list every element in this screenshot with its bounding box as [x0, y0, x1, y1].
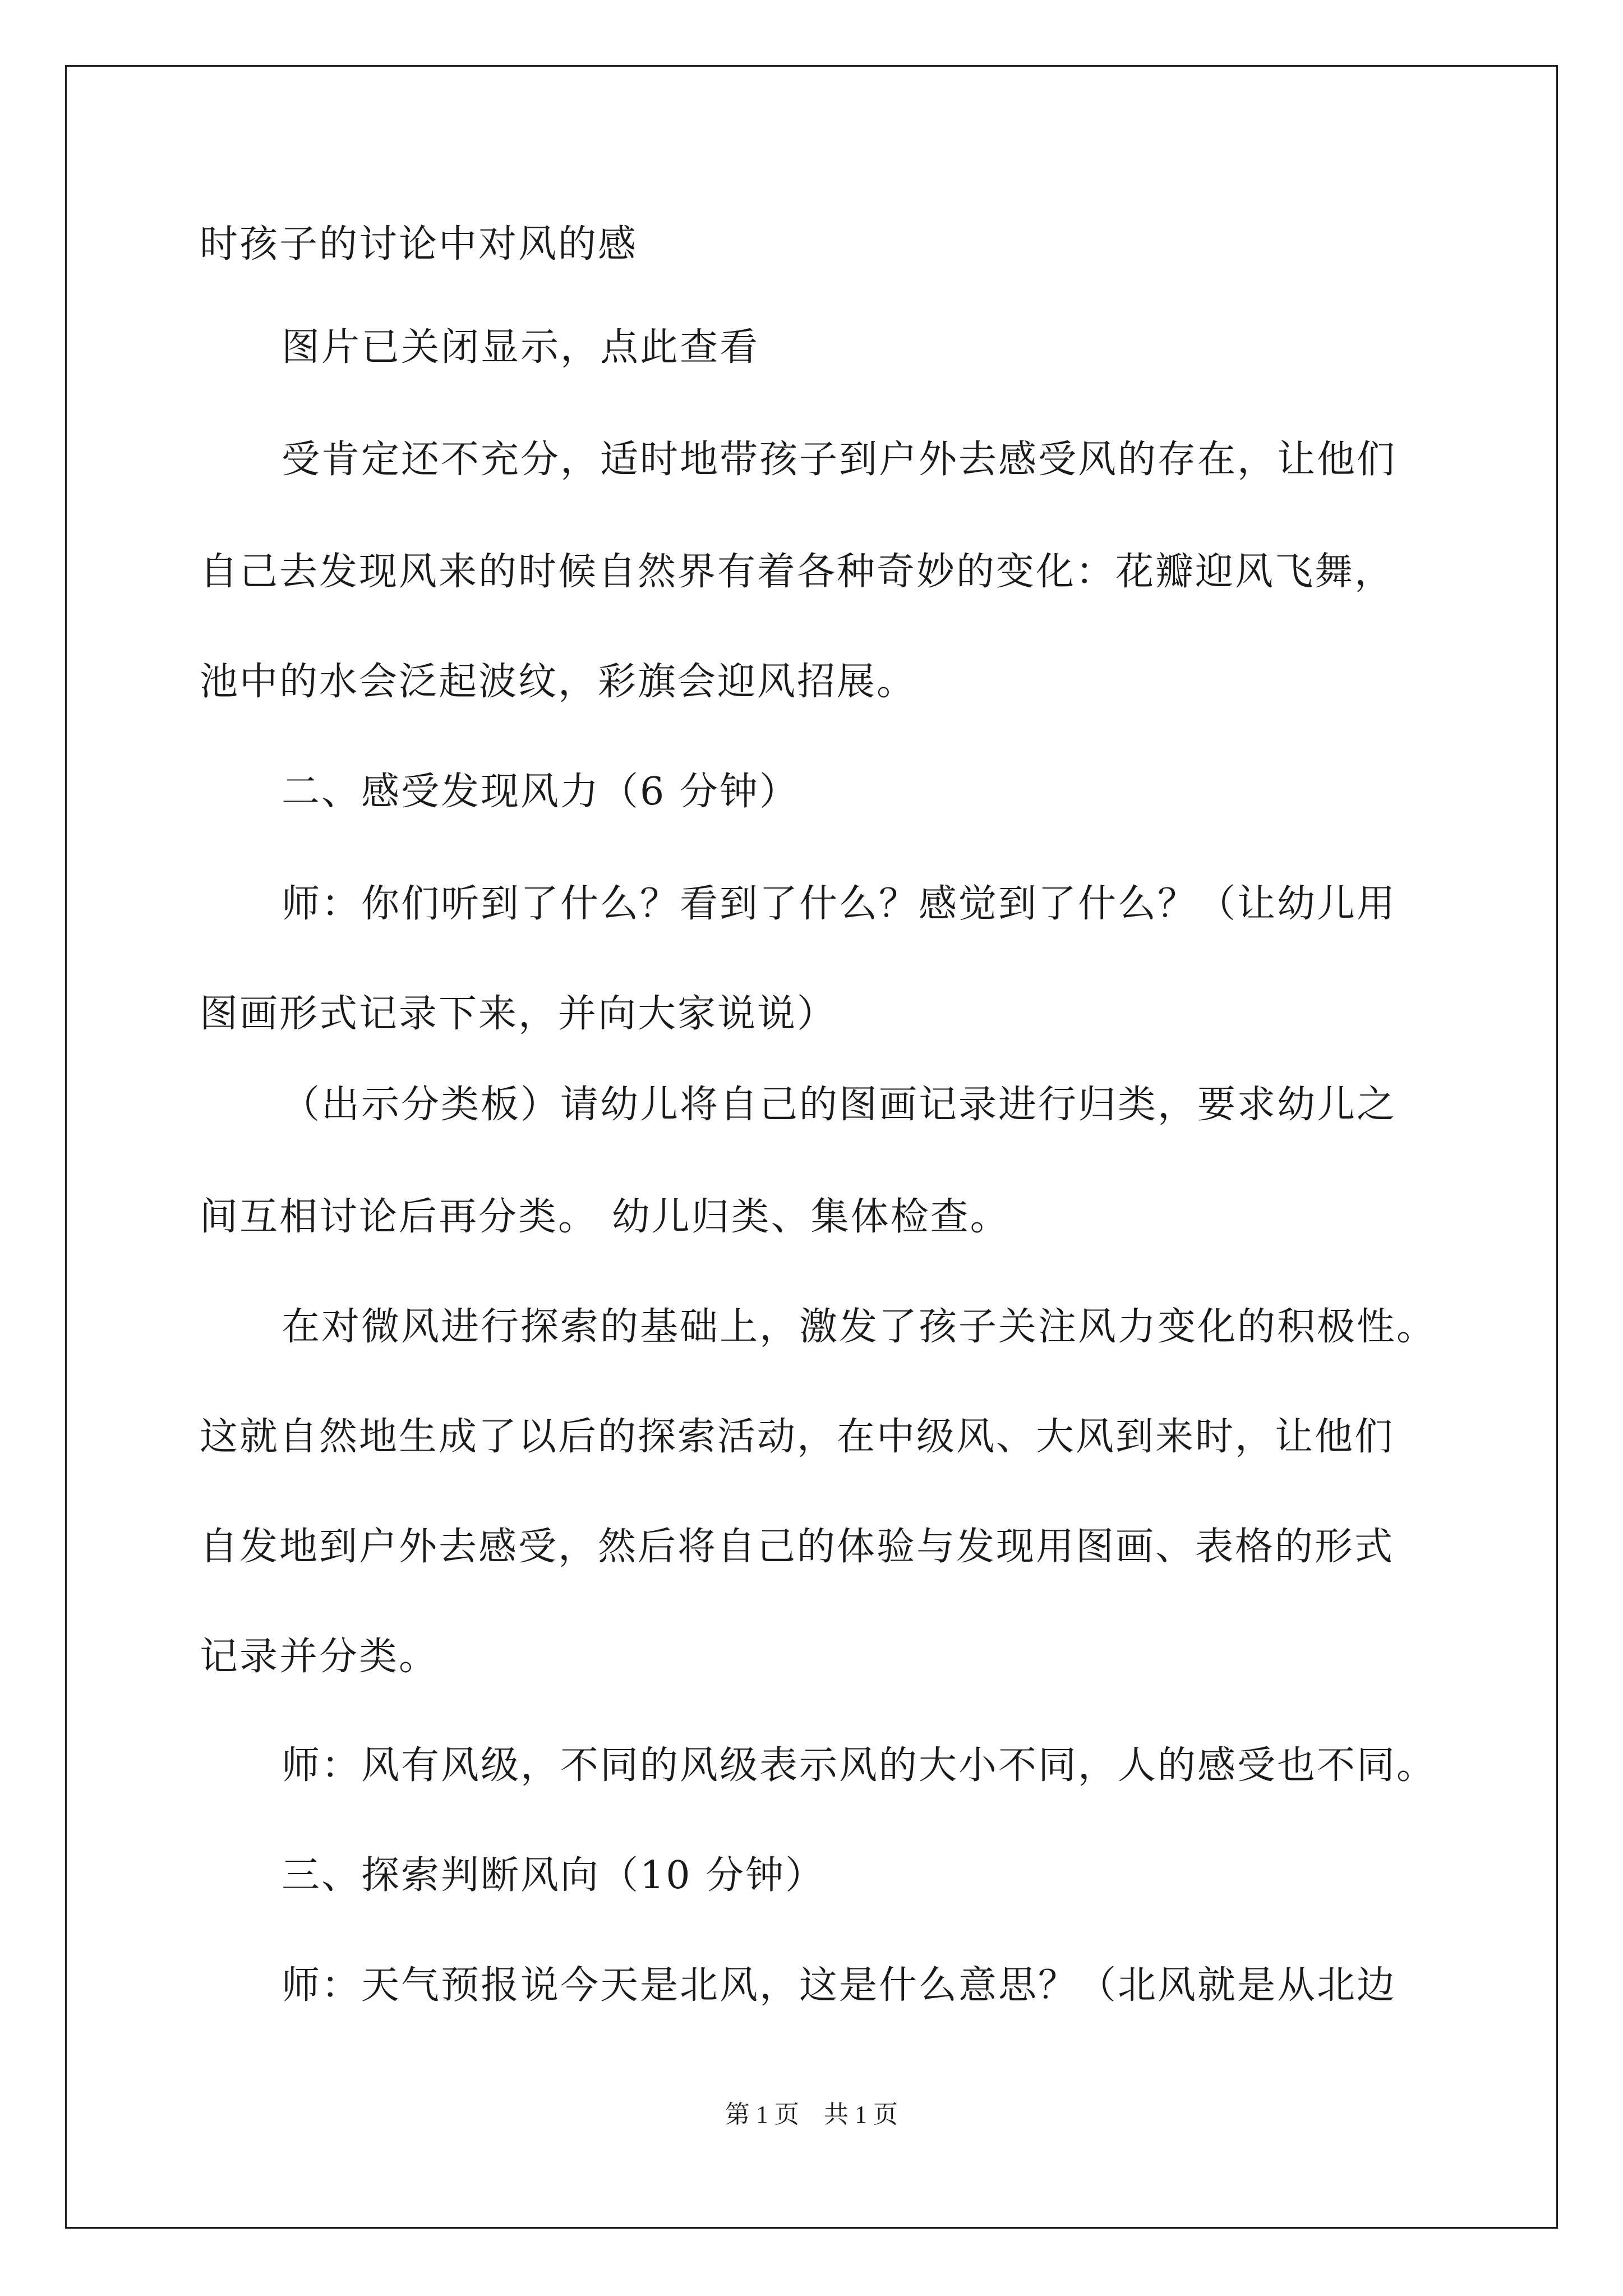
- section-heading: 二、感受发现风力（6 分钟）: [282, 770, 799, 814]
- page-border: [65, 65, 1558, 2229]
- paragraph-line: 这就自然地生成了以后的探索活动，在中级风、大风到来时，让他们: [200, 1415, 1395, 1459]
- paragraph-line: 师：风有风级，不同的风级表示风的大小不同，人的感受也不同。: [282, 1743, 1437, 1788]
- paragraph-line: 间互相讨论后再分类。 幼儿归类、集体检查。: [200, 1195, 1010, 1239]
- paragraph-line: 自发地到户外去感受，然后将自己的体验与发现用图画、表格的形式: [200, 1525, 1395, 1569]
- paragraph-line: （出示分类板）请幼儿将自己的图画记录进行归类，要求幼儿之: [282, 1083, 1397, 1127]
- paragraph-line: 图画形式记录下来，并向大家说说）: [200, 992, 837, 1036]
- paragraph-line: 自己去发现风来的时候自然界有着各种奇妙的变化：花瓣迎风飞舞，: [200, 550, 1395, 594]
- section-heading: 三、探索判断风向（10 分钟）: [282, 1853, 826, 1898]
- image-placeholder-link[interactable]: 图片已关闭显示，点此查看: [282, 325, 760, 370]
- paragraph-line: 师：你们听到了什么？看到了什么？感觉到了什么？（让幼儿用: [282, 882, 1397, 926]
- paragraph-line: 师：天气预报说今天是北风，这是什么意思？（北风就是从北边: [282, 1963, 1397, 2008]
- paragraph-line: 受肯定还不充分，适时地带孩子到户外去感受风的存在，让他们: [282, 438, 1397, 482]
- page-number-footer: 第 1 页 共 1 页: [725, 2101, 898, 2128]
- paragraph-line: 在对微风进行探索的基础上，激发了孩子关注风力变化的积极性。: [282, 1305, 1437, 1349]
- text-line: 时孩子的讨论中对风的感: [200, 222, 638, 266]
- paragraph-line: 记录并分类。: [200, 1635, 439, 1679]
- paragraph-line: 池中的水会泛起波纹，彩旗会迎风招展。: [200, 660, 917, 704]
